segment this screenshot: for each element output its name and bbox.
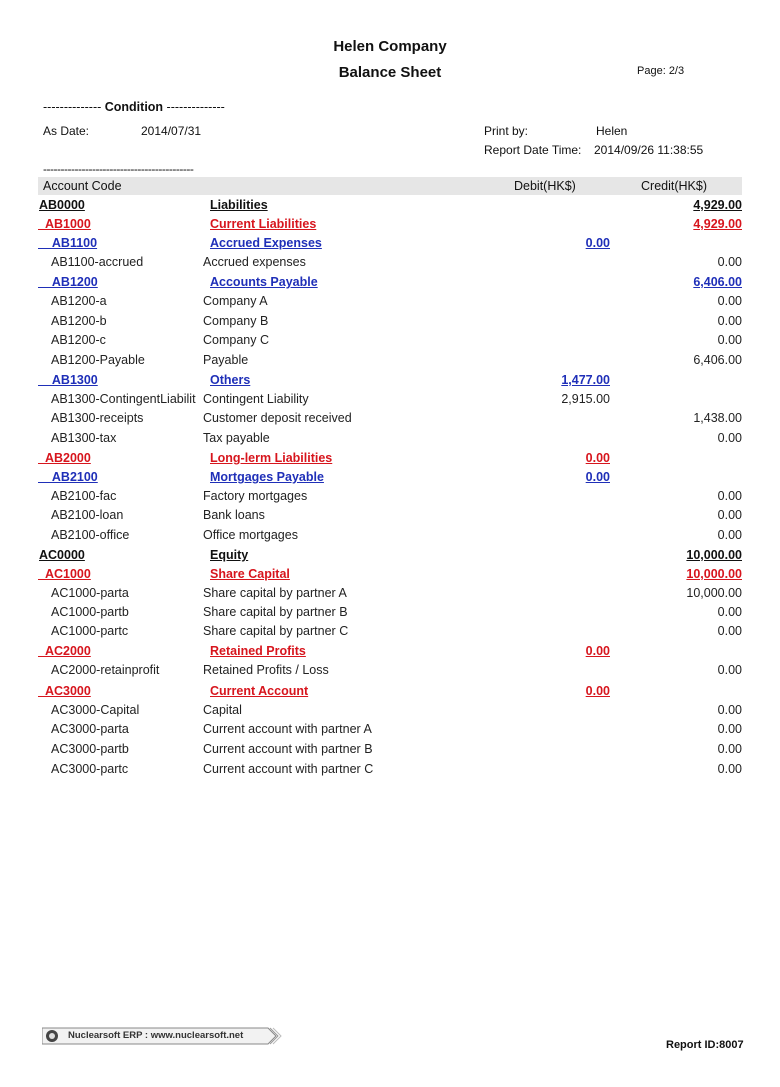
table-row [0,742,780,761]
account-code: AC2000 [38,644,91,658]
condition-dashes-right: -------------- [163,100,225,114]
table-row [0,236,780,255]
column-header-code: Account Code [43,179,122,193]
account-description: Current account with partner B [203,742,373,756]
account-code: AB1100 [38,236,98,250]
page-label: Page: [637,65,666,77]
account-code: AB2100-office [51,528,130,542]
credit-amount: 0.00 [717,722,742,736]
column-header-credit: Credit(HK$) [641,179,707,193]
debit-amount: 0.00 [585,644,610,658]
table-row [0,703,780,722]
account-code: AB0000 [39,198,85,212]
credit-amount: 10,000.00 [686,567,742,581]
as-date-value: 2014/07/31 [141,124,202,138]
account-description: Others [210,373,251,387]
condition-dashes-left: -------------- [43,100,105,114]
account-code: AB1300-tax [51,431,117,445]
account-code: AC3000-partc [51,762,129,776]
account-code: AB1300-receipts [51,411,144,425]
account-code: AB2100-fac [51,489,117,503]
account-description: Office mortgages [203,528,298,542]
account-code: AC1000-partb [51,605,129,619]
table-row [0,470,780,489]
credit-amount: 0.00 [717,333,742,347]
table-row [0,373,780,392]
condition-label: Condition [104,100,164,114]
column-header-debit: Debit(HK$) [514,179,576,193]
table-row [0,275,780,294]
table-row [0,528,780,547]
account-code: AB1200 [38,275,98,289]
credit-amount: 0.00 [717,294,742,308]
account-code: AB1100-accrued [51,255,144,269]
table-row [0,255,780,274]
table-header [38,177,742,195]
credit-amount: 6,406.00 [693,353,742,367]
account-code: AB1200-b [51,314,107,328]
account-code: AC0000 [39,548,85,562]
table-row [0,722,780,741]
credit-amount: 0.00 [717,431,742,445]
table-row [0,762,780,781]
account-description: Current Account [210,684,309,698]
account-description: Mortgages Payable [210,470,324,484]
credit-amount: 0.00 [717,314,742,328]
debit-amount: 0.00 [585,451,610,465]
account-code: AB1200-Payable [51,353,145,367]
credit-amount: 10,000.00 [686,586,742,600]
table-row [0,217,780,236]
account-code: AC3000 [38,684,91,698]
footer-logo-text: Nuclearsoft ERP : www.nuclearsoft.net [68,1030,244,1041]
account-code: AB1300-ContingentLiabilit [51,392,196,406]
credit-amount: 0.00 [717,605,742,619]
print-by-value: Helen [596,124,628,138]
table-row [0,567,780,586]
condition-divider: ------------------------------------------- [43,162,194,176]
report-title: Balance Sheet [338,64,442,81]
table-row [0,314,780,333]
credit-amount: 0.00 [717,255,742,269]
page-indicator [637,65,684,77]
debit-amount: 1,477.00 [561,373,610,387]
debit-amount: 0.00 [585,236,610,250]
credit-amount: 0.00 [717,762,742,776]
account-description: Payable [203,353,249,367]
account-code: AC3000-parta [51,722,129,736]
table-row [0,411,780,430]
debit-amount: 2,915.00 [561,392,610,406]
credit-amount: 10,000.00 [686,548,742,562]
account-code: AB2100-loan [51,508,124,522]
account-code: AB1300 [38,373,98,387]
condition-heading [43,100,225,114]
credit-amount: 6,406.00 [693,275,742,289]
account-description: Share capital by partner A [203,586,347,600]
credit-amount: 0.00 [717,489,742,503]
table-row [0,333,780,352]
account-description: Share capital by partner B [203,605,348,619]
account-code: AC2000-retainprofit [51,663,160,677]
account-description: Company B [203,314,269,328]
account-description: Company C [203,333,269,347]
account-description: Share Capital [210,567,290,581]
account-description: Accrued expenses [203,255,306,269]
account-description: Customer deposit received [203,411,352,425]
account-description: Accounts Payable [210,275,318,289]
account-description: Contingent Liability [203,392,309,406]
account-description: Capital [203,703,242,717]
credit-amount: 4,929.00 [693,198,742,212]
credit-amount: 0.00 [717,508,742,522]
account-description: Accrued Expenses [210,236,322,250]
account-code: AC1000 [38,567,91,581]
credit-amount: 0.00 [717,624,742,638]
company-name: Helen Company [333,38,447,55]
account-description: Equity [210,548,249,562]
account-description: Company A [203,294,268,308]
table-row [0,392,780,411]
account-code: AC3000-partb [51,742,129,756]
account-code: AB1200-c [51,333,106,347]
account-description: Long-lerm Liabilities [210,451,333,465]
table-row [0,586,780,605]
report-date-label: Report Date Time: [484,143,582,157]
credit-amount: 0.00 [717,663,742,677]
account-description: Share capital by partner C [203,624,349,638]
debit-amount: 0.00 [585,470,610,484]
account-code: AB1000 [38,217,91,231]
account-description: Current account with partner A [203,722,372,736]
table-row [0,624,780,643]
account-code: AB2100 [38,470,98,484]
table-row [0,198,780,217]
credit-amount: 0.00 [717,703,742,717]
table-row [0,294,780,313]
account-description: Bank loans [203,508,265,522]
table-row [0,489,780,508]
account-description: Tax payable [203,431,270,445]
credit-amount: 0.00 [717,742,742,756]
credit-amount: 0.00 [717,528,742,542]
credit-amount: 1,438.00 [693,411,742,425]
account-description: Retained Profits [210,644,306,658]
report-id: Report ID:8007 [666,1039,744,1051]
table-row [0,451,780,470]
credit-amount: 4,929.00 [693,217,742,231]
table-row [0,644,780,663]
table-row [0,605,780,624]
table-row [0,508,780,527]
account-code: AC1000-parta [51,586,129,600]
debit-amount: 0.00 [585,684,610,698]
table-row [0,431,780,450]
table-row [0,548,780,567]
report-date-value: 2014/09/26 11:38:55 [594,143,704,157]
print-by-label: Print by: [484,124,529,138]
account-code: AB1200-a [51,294,107,308]
account-description: Retained Profits / Loss [203,663,329,677]
table-row [0,684,780,703]
account-code: AC3000-Capital [51,703,140,717]
account-description: Liabilities [210,198,268,212]
account-description: Current account with partner C [203,762,374,776]
account-description: Factory mortgages [203,489,308,503]
page-value: 2/3 [668,65,685,77]
table-row [0,353,780,372]
account-code: AC1000-partc [51,624,129,638]
table-row [0,663,780,682]
account-description: Current Liabilities [210,217,317,231]
account-code: AB2000 [38,451,91,465]
as-date-label: As Date: [43,124,90,138]
